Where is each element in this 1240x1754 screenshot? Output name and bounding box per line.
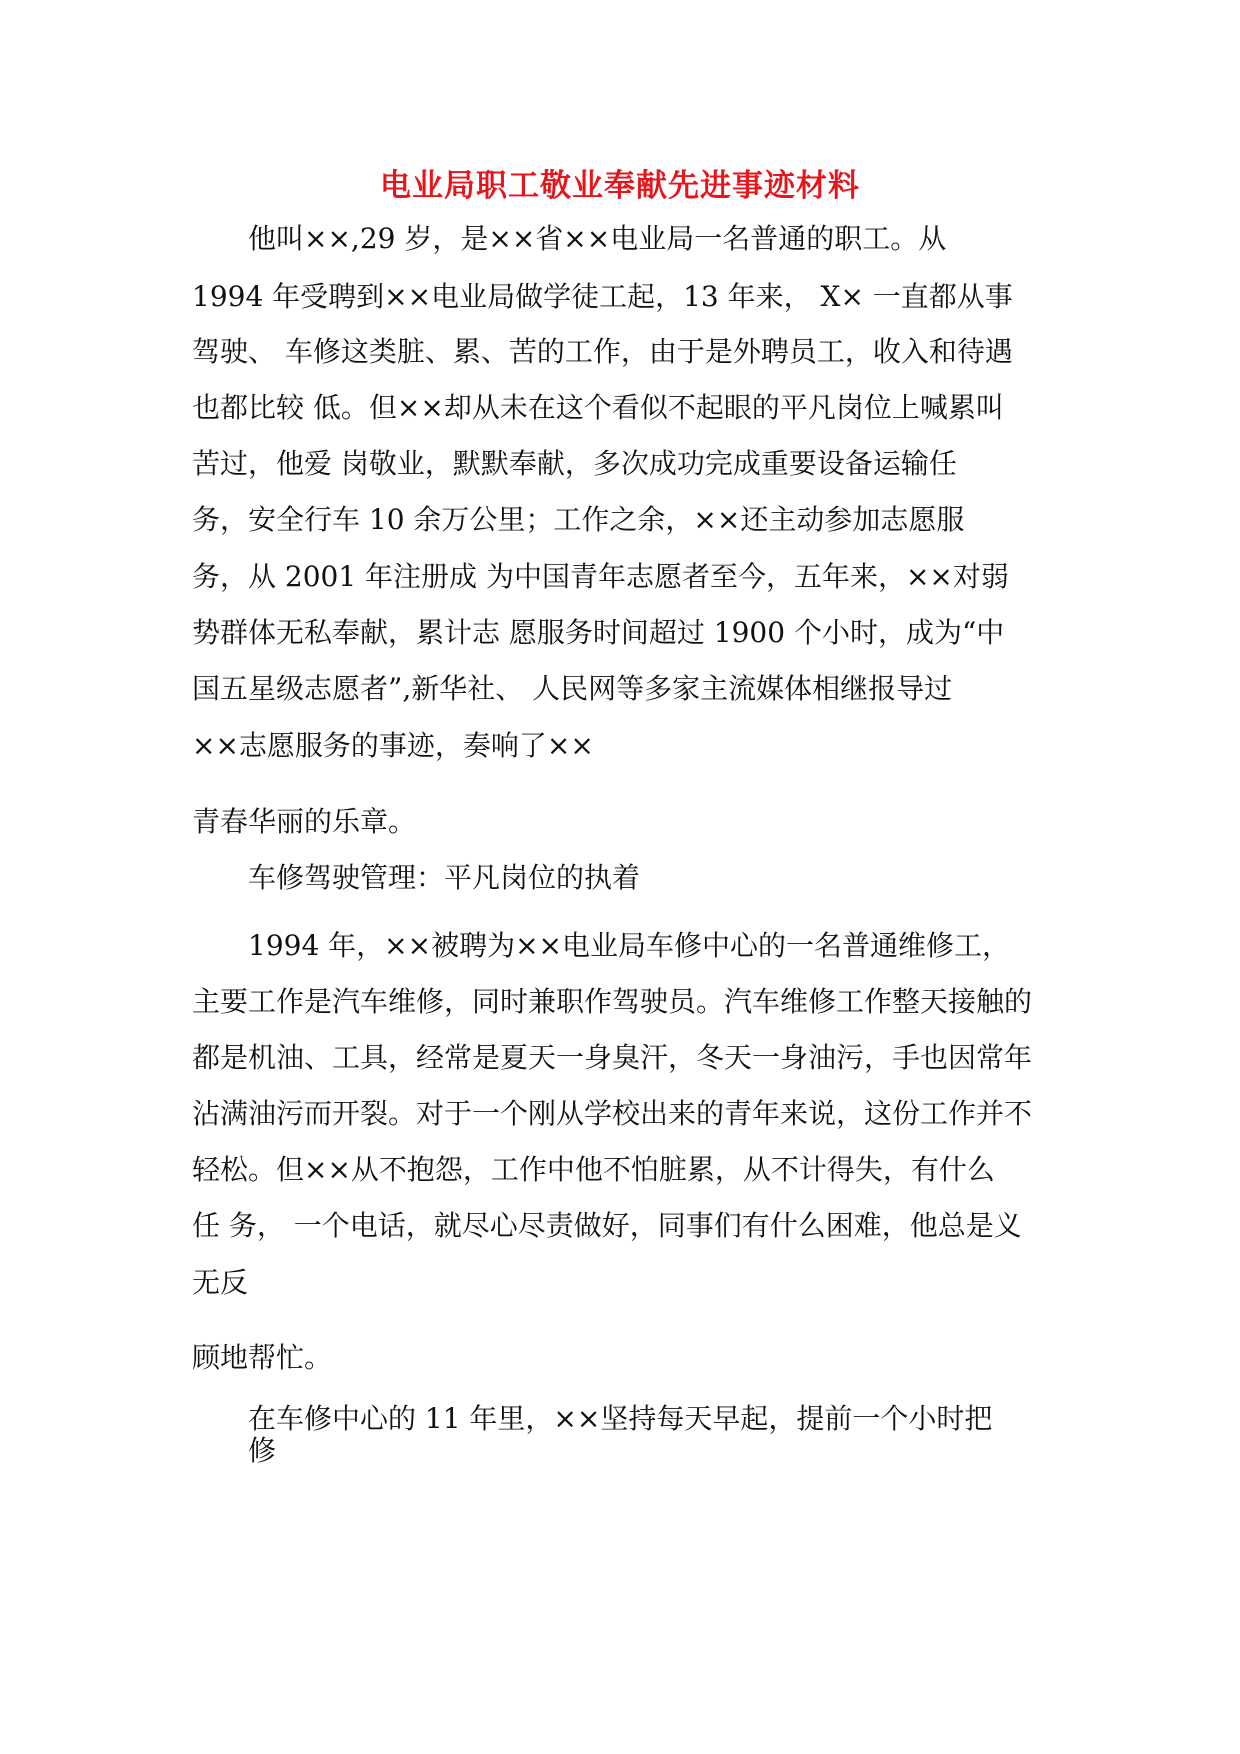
- paragraph-line: 轻松。但××从不抱怨，工作中他不怕脏累，从不计得失，有什么: [192, 1153, 995, 1186]
- paragraph-line: 青春华丽的乐章。: [192, 805, 417, 838]
- paragraph-line: 任 务， 一个电话，就尽心尽责做好，同事们有什么困难，他总是义: [192, 1209, 1022, 1242]
- paragraph-line: 沾满油污而开裂。对于一个刚从学校出来的青年来说，这份工作并不: [192, 1097, 1033, 1130]
- paragraph-line: 都是机油、工具，经常是夏天一身臭汗，冬天一身油污，手也因常年: [192, 1041, 1033, 1074]
- paragraph-line: 1994 年受聘到××电业局做学徒工起，13 年来， X× 一直都从事: [192, 280, 1013, 313]
- paragraph-line: 他叫××,29 岁，是××省××电业局一名普通的职工。从: [248, 222, 947, 255]
- paragraph-line: 苦过，他爱 岗敬业，默默奉献，多次成功完成重要设备运输任: [192, 447, 957, 480]
- paragraph-line: 也都比较 低。但××却从未在这个看似不起眼的平凡岗位上喊累叫: [192, 391, 1004, 424]
- paragraph-line: 主要工作是汽车维修，同时兼职作驾驶员。汽车维修工作整天接触的: [192, 985, 1033, 1018]
- section-heading: 车修驾驶管理：平凡岗位的执着: [248, 861, 641, 894]
- paragraph-line: 驾驶、 车修这类脏、累、苦的工作，由于是外聘员工，收入和待遇: [192, 335, 1013, 368]
- paragraph-line: ××志愿服务的事迹，奏响了××: [192, 729, 594, 762]
- paragraph-line: 无反: [192, 1266, 249, 1299]
- paragraph-line: 在车修中心的 11 年里，××坚持每天早起，提前一个小时把: [248, 1402, 993, 1435]
- paragraph-line: 势群体无私奉献，累计志 愿服务时间超过 1900 个小时，成为“中: [192, 616, 1005, 649]
- paragraph-line: 顾地帮忙。: [192, 1341, 333, 1374]
- paragraph-line: 务，安全行车 10 余万公里；工作之余，××还主动参加志愿服: [192, 503, 965, 536]
- paragraph-line: 务，从 2001 年注册成 为中国青年志愿者至今，五年来，××对弱: [192, 560, 1009, 593]
- paragraph-line: 修: [248, 1434, 277, 1467]
- paragraph-line: 国五星级志愿者”,新华社、 人民网等多家主流媒体相继报导过: [192, 672, 953, 705]
- document-title: 电业局职工敬业奉献先进事迹材料: [380, 168, 860, 204]
- paragraph-line: 1994 年，××被聘为××电业局车修中心的一名普通维修工，: [248, 929, 1011, 962]
